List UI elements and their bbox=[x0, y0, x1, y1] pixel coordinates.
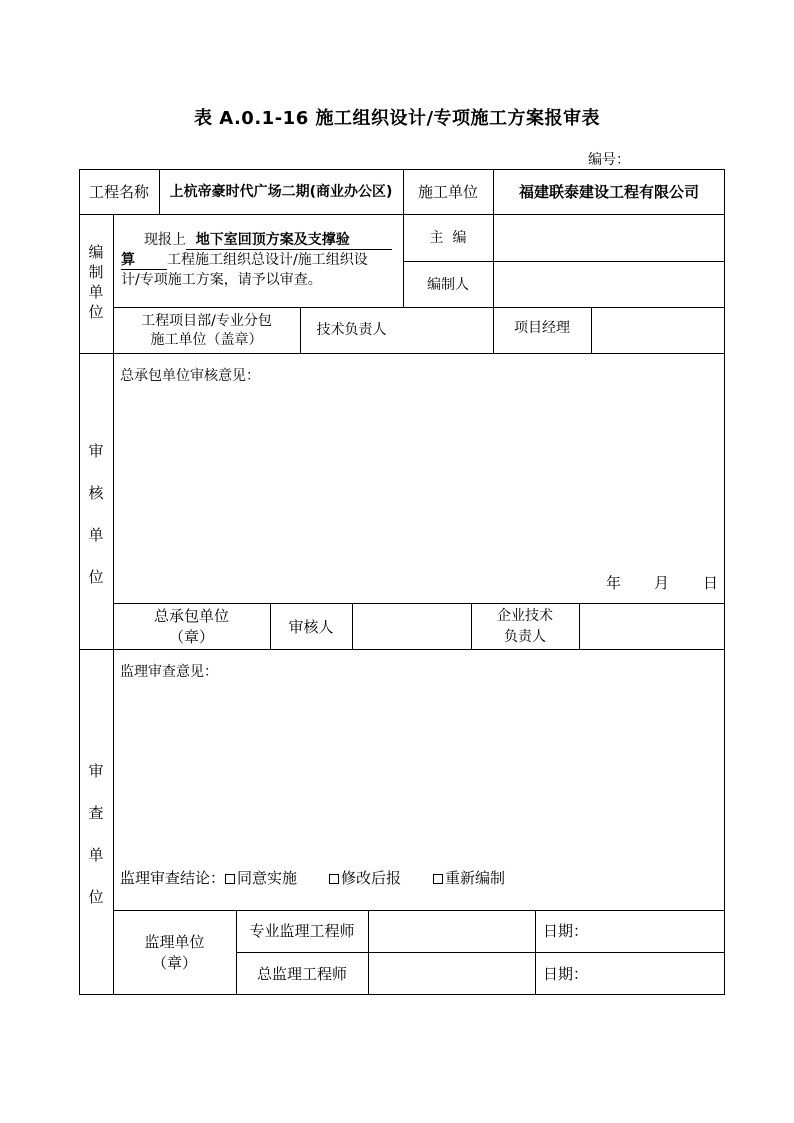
option-recompile[interactable]: 重新编制 bbox=[433, 869, 505, 887]
prep-unit-side-label: 编 制 单 位 bbox=[88, 243, 104, 321]
row-divider bbox=[79, 649, 725, 650]
pm-label: 项目经理 bbox=[514, 320, 570, 336]
plan-name: 地下室回顶方案及支撑验 bbox=[186, 231, 392, 250]
ent-tech-line2: 负责人 bbox=[504, 629, 546, 645]
chief-date-label: 日期： bbox=[543, 965, 589, 983]
gc-label-line1: 总承包单位 bbox=[153, 607, 229, 625]
recompile-checkbox[interactable] bbox=[433, 874, 443, 884]
row-divider bbox=[113, 307, 725, 308]
reviewer-label: 审核人 bbox=[288, 618, 334, 636]
editor-label: 编制人 bbox=[427, 277, 469, 293]
supervision-unit-line1: 监理单位 bbox=[144, 933, 205, 951]
col-divider bbox=[352, 603, 353, 649]
ent-tech-line1: 企业技术 bbox=[497, 608, 553, 624]
plan-name-cont: 算 bbox=[121, 251, 167, 270]
project-name-value: 上杭帝豪时代广场二期(商业办公区) bbox=[169, 184, 393, 200]
supervision-unit-side-label: 审 查 单 位 bbox=[88, 762, 104, 906]
gc-opinion-label: 总承包单位审核意见： bbox=[120, 368, 260, 384]
row-divider bbox=[79, 214, 725, 215]
chief-engineer-label: 总监理工程师 bbox=[256, 965, 347, 983]
row-divider bbox=[403, 261, 725, 262]
project-name-label: 工程名称 bbox=[88, 183, 149, 201]
row-divider bbox=[113, 910, 725, 911]
submission-text-line3: 计/专项施工方案，请予以审查。 bbox=[121, 272, 322, 288]
review-unit-side-label: 审 核 单 位 bbox=[88, 442, 104, 586]
construction-unit-value: 福建联泰建设工程有限公司 bbox=[518, 183, 699, 201]
row-divider bbox=[236, 952, 725, 953]
supervision-unit-line2: （章） bbox=[151, 954, 197, 972]
supervision-conclusion: 监理审查结论： 同意实施 修改后报 重新编制 bbox=[120, 869, 506, 887]
option-approve[interactable]: 同意实施 bbox=[225, 869, 297, 887]
dept-label-line1: 工程项目部/专业分包 bbox=[141, 313, 272, 329]
revise-checkbox[interactable] bbox=[329, 874, 339, 884]
supervision-opinion-label: 监理审查意见： bbox=[120, 664, 218, 680]
col-divider bbox=[591, 307, 592, 353]
form-title: 表 A.0.1-16 施工组织设计/专项施工方案报审表 bbox=[193, 108, 601, 129]
col-divider bbox=[368, 910, 369, 995]
col-divider bbox=[579, 603, 580, 649]
specialist-engineer-label: 专业监理工程师 bbox=[249, 922, 355, 940]
serial-number-label: 编号： bbox=[588, 152, 630, 168]
approve-checkbox[interactable] bbox=[225, 874, 235, 884]
review-date-year: 年 bbox=[606, 574, 622, 592]
chief-editor-label: 主 编 bbox=[429, 230, 467, 246]
submission-text-line1: 现报上 地下室回顶方案及支撑验 bbox=[144, 231, 392, 250]
review-date-month: 月 bbox=[654, 574, 670, 592]
row-divider bbox=[113, 603, 725, 604]
option-revise[interactable]: 修改后报 bbox=[329, 869, 401, 887]
construction-unit-label: 施工单位 bbox=[417, 183, 478, 201]
review-date-day: 日 bbox=[703, 574, 719, 592]
specialist-date-label: 日期： bbox=[543, 922, 589, 940]
dept-label-line2: 施工单位（盖章） bbox=[150, 332, 263, 348]
tech-lead-label: 技术负责人 bbox=[316, 322, 387, 338]
col-divider bbox=[535, 910, 536, 995]
gc-label-line2: （章） bbox=[168, 628, 214, 646]
row-divider bbox=[79, 353, 725, 354]
submission-text-line2: 算 工程施工组织总设计/施工组织设 bbox=[121, 252, 368, 268]
